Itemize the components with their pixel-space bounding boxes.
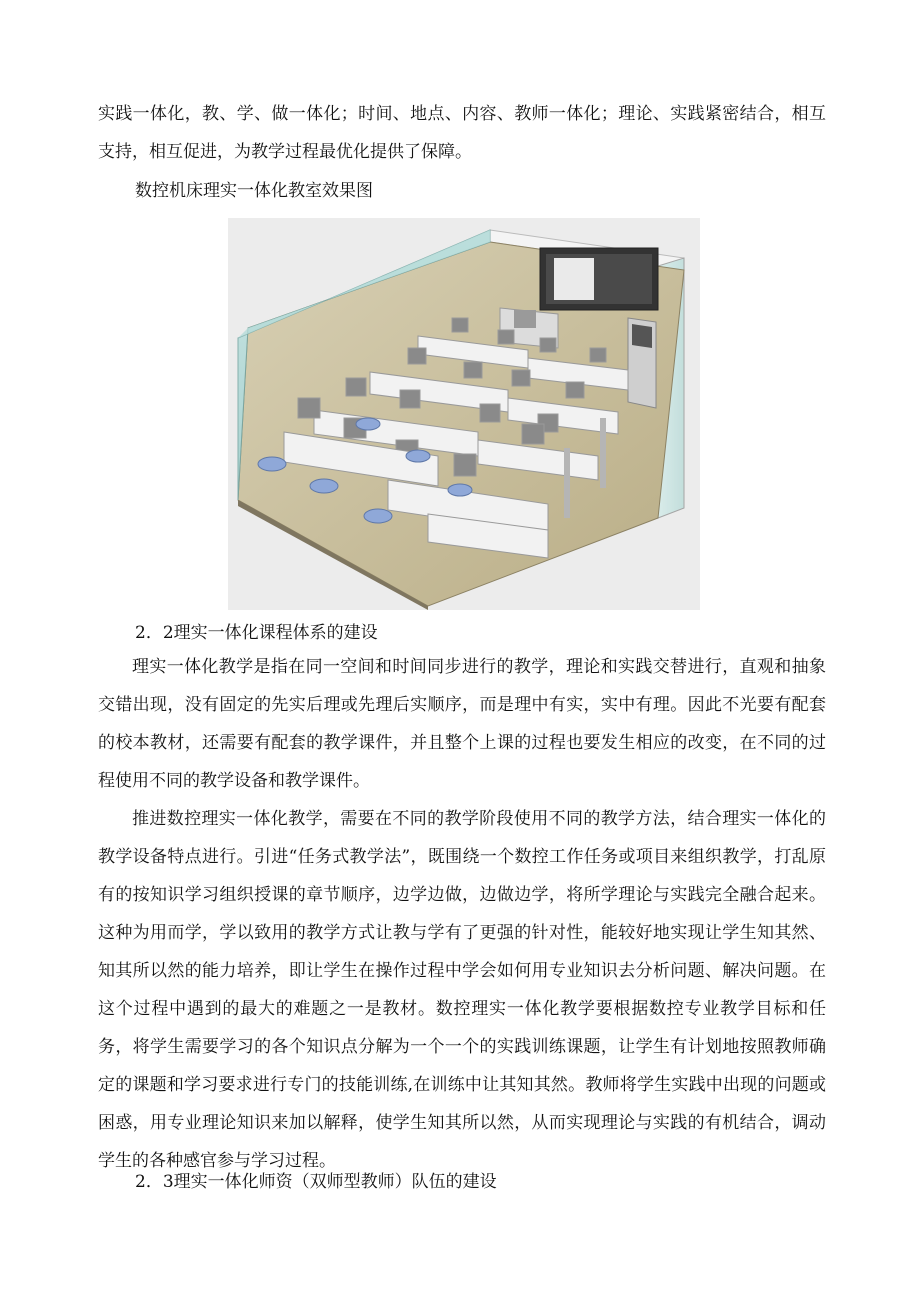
- classroom-illustration: [228, 218, 700, 610]
- section-heading-2-3: 2．3理实一体化师资（双师型教师）队伍的建设: [135, 1172, 497, 1192]
- paragraph-task-based-teaching: 推进数控理实一体化教学，需要在不同的教学阶段使用不同的教学方法，结合理实一体化的教学设备特点进行。引进“任务式教学法”，既围绕一个数控工作任务或项目来组织教学，打乱原有的按知识学习组织授课的章节顺序，边学边做，边做边学，将所学理论与实践完全融合起来。这种为用而学，学以致用的教学方式让教与学有了更强的针对性，能较好地实现让学生知其然、知其所以然的能力培养，即让学生在操作过程中学会如何用专业知识去分析问题、解决问题。在这个过程中遇到的最大的难题之一是教材。数控理实一体化教学要根据数控专业教学目标和任务，将学生需要学习的各个知识点分解为一个一个的实践训练课题，让学生有计划地按照教师确定的课题和学习要求进行专门的技能训练,在训练中让其知其然。教师将学生实践中出现的问题或困惑，用专业理论知识来加以解释，使学生知其所以然，从而实现理论与实践的有机结合，调动学生的各种感官参与学习过程。: [98, 809, 826, 1171]
- classroom-rendering-image: [228, 218, 700, 610]
- paragraph-course-system: 理实一体化教学是指在同一空间和时间同步进行的教学，理论和实践交替进行，直观和抽象交错出现，没有固定的先实后理或先理后实顺序，而是理中有实，实中有理。因此不光要有配套的校本教材，还需要有配套的教学课件，并且整个上课的过程也要发生相应的改变，在不同的过程使用不同的教学设备和教学课件。: [98, 657, 826, 791]
- section-heading-2-2: 2．2理实一体化课程体系的建设: [135, 623, 378, 643]
- figure-caption: 数控机床理实一体化教室效果图: [135, 181, 373, 201]
- paragraph-intro: 实践一体化，教、学、做一体化；时间、地点、内容、教师一体化；理论、实践紧密结合，相互支持，相互促进，为教学过程最优化提供了保障。: [98, 104, 826, 162]
